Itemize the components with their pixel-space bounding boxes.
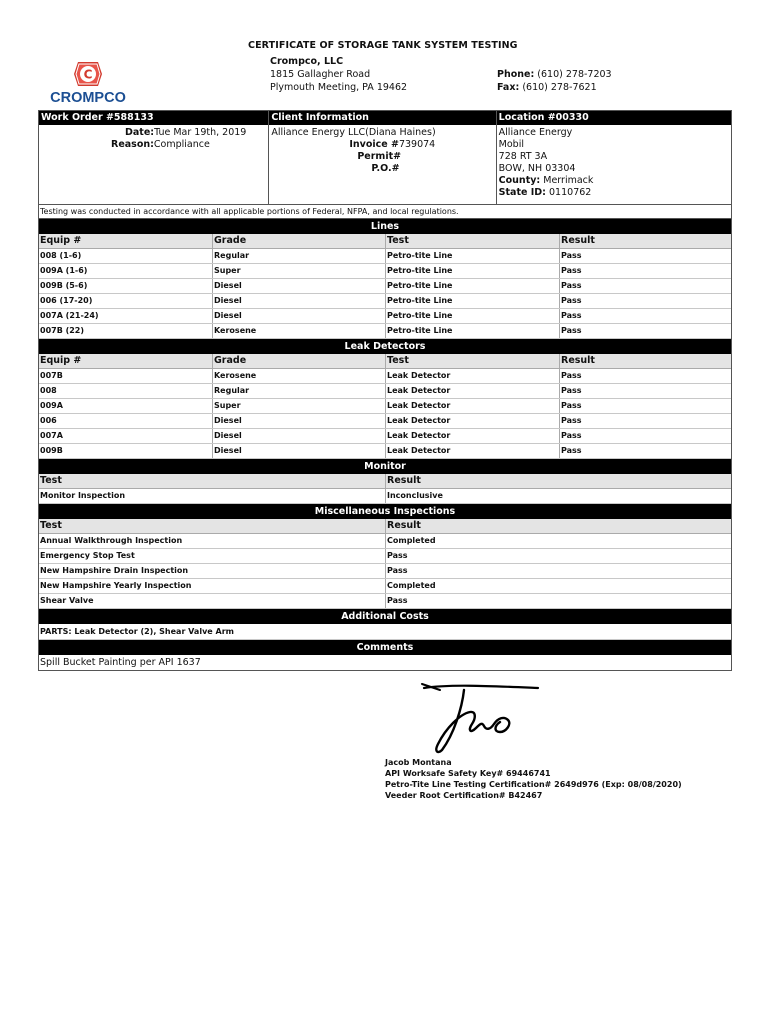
table-row [39,414,731,429]
table-cell: Diesel [212,279,385,293]
technician-name: Jacob Montana [385,758,452,767]
leak-detectors-table-body [39,369,731,459]
reason-label: Reason: [111,139,154,150]
table-cell: 007A [40,431,63,440]
table-row [39,249,731,264]
table-cell: Regular [212,249,385,263]
monitor-section-title: Monitor [39,459,731,474]
state-id-label: State ID: [498,187,546,198]
table-cell: 007A (21-24) [40,311,99,320]
table-cell: Completed [385,534,731,548]
comments-section-title: Comments [39,640,731,655]
technician-signature [420,678,560,756]
table-cell: Petro-tite Line [385,294,559,308]
comments-text: Spill Bucket Painting per API 1637 [40,657,201,668]
permit-label: Permit# [357,151,402,162]
location-heading: Location #00330 [497,111,731,125]
col-result: Result [385,474,731,488]
table-cell: Diesel [212,294,385,308]
lines-table-body [39,249,731,339]
misc-table-header [39,519,731,534]
po-label: P.O.# [371,163,400,174]
additional-costs-section-title: Additional Costs [39,609,731,624]
table-row [39,294,731,309]
table-cell: Leak Detector [385,369,559,383]
client-name: Alliance Energy LLC(Diana Haines) [271,127,436,138]
table-row [39,549,731,564]
leak-detectors-section-title: Leak Detectors [39,339,731,354]
col-result: Result [559,234,731,248]
table-cell: 007B (22) [40,326,85,335]
invoice-label: Invoice # [349,139,399,150]
table-cell: Pass [385,549,731,563]
table-cell: New Hampshire Drain Inspection [40,566,189,575]
table-cell: Completed [385,579,731,593]
compliance-note: Testing was conducted in accordance with all applicable portions of Federal, NFPA, and local regulations. [39,205,731,219]
table-row [39,564,731,579]
col-result: Result [385,519,731,533]
table-cell: Regular [212,384,385,398]
work-order-heading: Work Order #588133 [39,111,268,125]
table-cell: Pass [559,399,731,413]
col-grade: Grade [212,234,385,248]
table-cell: Diesel [212,414,385,428]
date-value: Tue Mar 19th, 2019 [154,127,247,138]
location-line1: Alliance Energy [498,127,573,138]
county-label: County: [498,175,541,186]
table-cell: Pass [385,594,731,608]
certificate-body [38,110,732,671]
table-cell: Petro-tite Line [385,249,559,263]
misc-section-title: Miscellaneous Inspections [39,504,731,519]
leak-detectors-table-header [39,354,731,369]
col-test: Test [40,520,62,531]
table-cell: 006 (17-20) [40,296,93,305]
table-cell: Annual Walkthrough Inspection [40,536,183,545]
phone-number: (610) 278-7203 [537,69,612,80]
monitor-table-header [39,474,731,489]
county-value: Merrimack [543,175,594,186]
table-cell: Pass [559,264,731,278]
info-section [39,111,731,205]
fax-number: (610) 278-7621 [522,82,597,93]
table-cell: Kerosene [212,324,385,338]
table-row [39,489,731,504]
table-cell: Leak Detector [385,399,559,413]
table-cell: 009A (1-6) [40,266,88,275]
table-cell: Pass [385,564,731,578]
table-cell: 009B (5-6) [40,281,88,290]
state-id-value: 0110762 [549,187,592,198]
table-row [39,429,731,444]
table-cell: Diesel [212,309,385,323]
crompco-logo [46,58,130,106]
company-address-line1: 1815 Gallagher Road [270,69,371,80]
lines-section-title: Lines [39,219,731,234]
table-row [39,399,731,414]
table-cell: Pass [559,414,731,428]
table-cell: Leak Detector [385,414,559,428]
table-cell: Shear Valve [40,596,94,605]
col-test: Test [385,354,559,368]
table-cell: Inconclusive [385,489,731,503]
col-grade: Grade [212,354,385,368]
table-cell: Pass [559,249,731,263]
table-cell: Leak Detector [385,429,559,443]
table-cell: Pass [559,429,731,443]
table-cell: Diesel [212,444,385,458]
col-test: Test [385,234,559,248]
col-test: Test [40,475,62,486]
invoice-value: 739074 [398,139,436,150]
technician-info [385,757,682,801]
technician-veeder-root-cert: Veeder Root Certification# B42467 [385,791,543,800]
table-cell: Pass [559,444,731,458]
table-cell: Petro-tite Line [385,309,559,323]
table-row [39,384,731,399]
table-cell: 009B [40,446,63,455]
location-line2: Mobil [498,139,524,150]
table-row [39,579,731,594]
logo-letter: C [83,67,93,82]
table-cell: New Hampshire Yearly Inspection [40,581,192,590]
table-cell: Pass [559,384,731,398]
technician-safety-key: API Worksafe Safety Key# 69446741 [385,769,551,778]
table-cell: Pass [559,294,731,308]
work-order-column [39,111,268,204]
table-cell: 006 [40,416,57,425]
table-cell: Petro-tite Line [385,264,559,278]
technician-petro-tite-cert: Petro-Tite Line Testing Certification# 2649d976 (Exp: 08/08/2020) [385,780,682,789]
fax-label: Fax: [497,82,520,93]
misc-table-body [39,534,731,609]
table-cell: Monitor Inspection [40,491,126,500]
col-result: Result [559,354,731,368]
reason-value: Compliance [153,139,210,150]
table-row [39,264,731,279]
table-cell: 008 (1-6) [40,251,82,260]
table-cell: Kerosene [212,369,385,383]
table-row [39,369,731,384]
table-row [39,309,731,324]
table-row [39,324,731,339]
company-info [270,55,407,94]
location-column [496,111,731,204]
table-cell: Pass [559,279,731,293]
table-row [39,594,731,609]
phone-label: Phone: [497,69,535,80]
col-equip: Equip # [40,235,82,246]
client-heading: Client Information [269,111,495,125]
client-column [268,111,495,204]
lines-table-header [39,234,731,249]
table-row [39,534,731,549]
table-cell: Leak Detector [385,384,559,398]
certificate-title: CERTIFICATE OF STORAGE TANK SYSTEM TESTING [248,40,518,51]
table-row [39,279,731,294]
table-cell: Leak Detector [385,444,559,458]
company-address-line2: Plymouth Meeting, PA 19462 [270,82,408,93]
location-line3: 728 RT 3A [498,151,548,162]
table-cell: Diesel [212,429,385,443]
table-cell: Super [212,264,385,278]
table-cell: Pass [559,369,731,383]
table-cell: Super [212,399,385,413]
table-cell: Pass [559,309,731,323]
company-name: Crompco, LLC [270,56,344,67]
table-cell: Pass [559,324,731,338]
location-line4: BOW, NH 03304 [498,163,576,174]
logo-wordmark: CROMPCO [50,90,126,106]
table-row [39,444,731,459]
col-equip: Equip # [40,355,82,366]
date-label: Date: [125,127,155,138]
additional-costs-text: PARTS: Leak Detector (2), Shear Valve Arm [39,624,731,640]
table-cell: Petro-tite Line [385,279,559,293]
table-cell: 009A [40,401,63,410]
company-contact [497,68,612,94]
table-cell: Emergency Stop Test [40,551,135,560]
table-cell: 007B [40,371,63,380]
table-cell: 008 [40,386,57,395]
monitor-table-body [39,489,731,504]
table-cell: Petro-tite Line [385,324,559,338]
